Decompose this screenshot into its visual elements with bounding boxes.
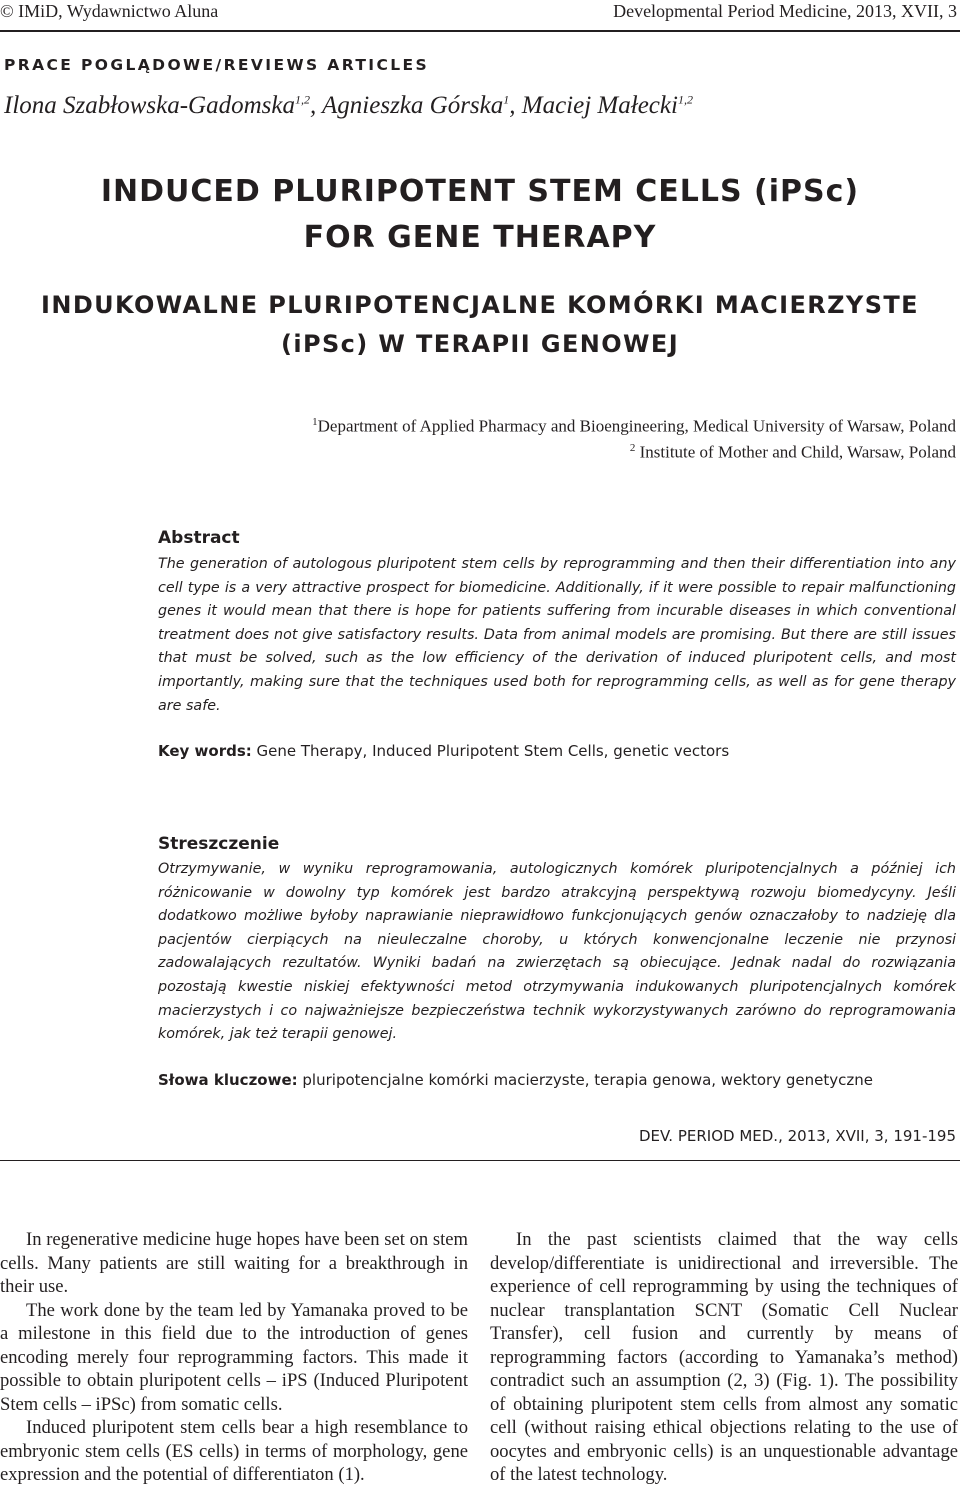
header-journal: Developmental Period Medicine, 2013, XVII, 3 — [613, 1, 957, 21]
author-name: Agnieszka Górska — [322, 92, 504, 119]
title-polish-line-2: (iPSc) W TERAPII GENOWEJ — [280, 330, 680, 358]
keywords — [158, 742, 958, 760]
affiliation-1 — [312, 410, 956, 439]
streszczenie-text: Otrzymywanie, w wyniku reprogramowania, autologicznych komórek pluripotencjalnych a później ich różnicowanie w dowolny typ komórek jest bardzo atrakcyjną perspektywą rozwoju biomedycyny. Jeśli dodatkowo możliwe byłoby naprawianie nieprawidłowo funkcjonujących genów oznaczałoby to nadzieję dla pacjentów cierpiących na nieuleczalne choroby, u których konwencjonalne leczenie nie przynosi zadowalających rezultatów. Wyniki badań na zwierzętach są obiecujące. Jednak nadal do rozwiązania pozostają kwestie niskiej efektywności metod otrzymywania indukowanych pluripotencjalnych komórek macierzystych i co najważniejsze bezpieczeństwa technik wykorzystywanych zarówno do reprogramowania komórek, jak też terapii genowej. — [158, 861, 956, 1043]
body-paragraph: In regenerative medicine huge hopes have been set on stem cells. Many patients are still waiting for a breakthrough in their use. — [0, 1229, 468, 1297]
keywords-list: Gene Therapy, Induced Pluripotent Stem Cells, genetic vectors — [251, 742, 730, 760]
body-paragraph: In the past scientists claimed that the way cells develop/differentiate is unidirectional and irreversible. The experience of cell reprogramming by using the techniques of nuclear transplantation SCNT (Somatic Cell Nuclear Transfer), cell fusion and currently by means of reprogramming factors (according to Yamanaka’s method) contradict such an assumption (2, 3) (Fig. 1). The possibility of obtaining pluripotent stem cells from almost any somatic cell (without raising ethical objections relating to the use of oocytes and embryonic cells) is an unquestionable advantage of the latest technology. — [490, 1229, 958, 1485]
affiliation-2 — [630, 436, 956, 465]
author-affiliation-mark: 1,2 — [294, 92, 310, 107]
polish-keywords-label: Słowa kluczowe: — [158, 1071, 298, 1089]
author-name: Ilona Szabłowska-Gadomska — [4, 92, 295, 119]
affiliation-mark: 2 — [629, 442, 636, 454]
body-column-right — [490, 1228, 958, 1487]
citation-divider — [0, 1160, 960, 1161]
streszczenie-heading: Streszczenie — [158, 834, 280, 854]
author-list: Ilona Szabłowska-Gadomska$^{1,2}$, Agnieszka Górska$^1$, Maciej Małecki$^{1,2}$ — [4, 92, 693, 119]
body-column-left — [0, 1228, 468, 1487]
citation: DEV. PERIOD MED., 2013, XVII, 3, 191-195 — [638, 1127, 956, 1145]
section-label: PRACE POGLĄDOWE/REVIEWS ARTICLES — [4, 56, 430, 74]
keywords-label: Key words: — [158, 742, 252, 760]
affiliation-mark: 1 — [312, 416, 318, 428]
affiliation-text: Department of Applied Pharmacy and Bioengineering, Medical University of Warsaw, Poland — [317, 416, 956, 436]
body-paragraph: Induced pluripotent stem cells bear a high resemblance to embryonic stem cells (ES cells) in terms of morphology, gene expression and the potential of differentiaton (1). — [0, 1417, 468, 1485]
author-name: Maciej Małecki — [521, 92, 678, 119]
abstract-text: The generation of autologous pluripotent stem cells by reprogramming and then their differentiation into any cell type is a very attractive prospect for biomedicine. Additionally, if it were possible to repair malfunctioning genes it would mean that there is hope for patients suffering from incurable diseases in which conventional treatment does not give satisfactory results. Data from animal models are promising. But there are still issues that must be solved, such as the low efficiency of the derivation of induced pluripotent cells, and most importantly, making sure that the techniques used both for reprogramming cells, as well as for gene therapy are safe. — [158, 556, 956, 714]
title-english-line-1: INDUCED PLURIPOTENT STEM CELLS (iPSc) — [100, 174, 860, 209]
polish-keywords — [158, 1071, 958, 1089]
body-paragraph: The work done by the team led by Yamanaka proved to be a milestone in this field due to the introduction of genes encoding merely four reprogramming factors. This made it possible to obtain pluripotent cells – iPS (Induced Pluripotent Stem cells – iPSc) from somatic cells. — [0, 1299, 468, 1415]
header-copyright: © IMiD, Wydawnictwo Aluna — [0, 1, 219, 21]
author-affiliation-mark: 1,2 — [677, 92, 693, 107]
header-divider — [0, 30, 960, 32]
abstract-heading: Abstract — [158, 528, 240, 548]
title-polish-line-1: INDUKOWALNE PLURIPOTENCJALNE KOMÓRKI MACIERZYSTE — [41, 291, 919, 319]
affiliation-text: Institute of Mother and Child, Warsaw, Poland — [635, 442, 956, 462]
author-affiliation-mark: 1 — [503, 92, 510, 107]
title-english-line-2: FOR GENE THERAPY — [303, 220, 657, 255]
polish-keywords-list: pluripotencjalne komórki macierzyste, terapia genowa, wektory genetyczne — [297, 1071, 873, 1089]
